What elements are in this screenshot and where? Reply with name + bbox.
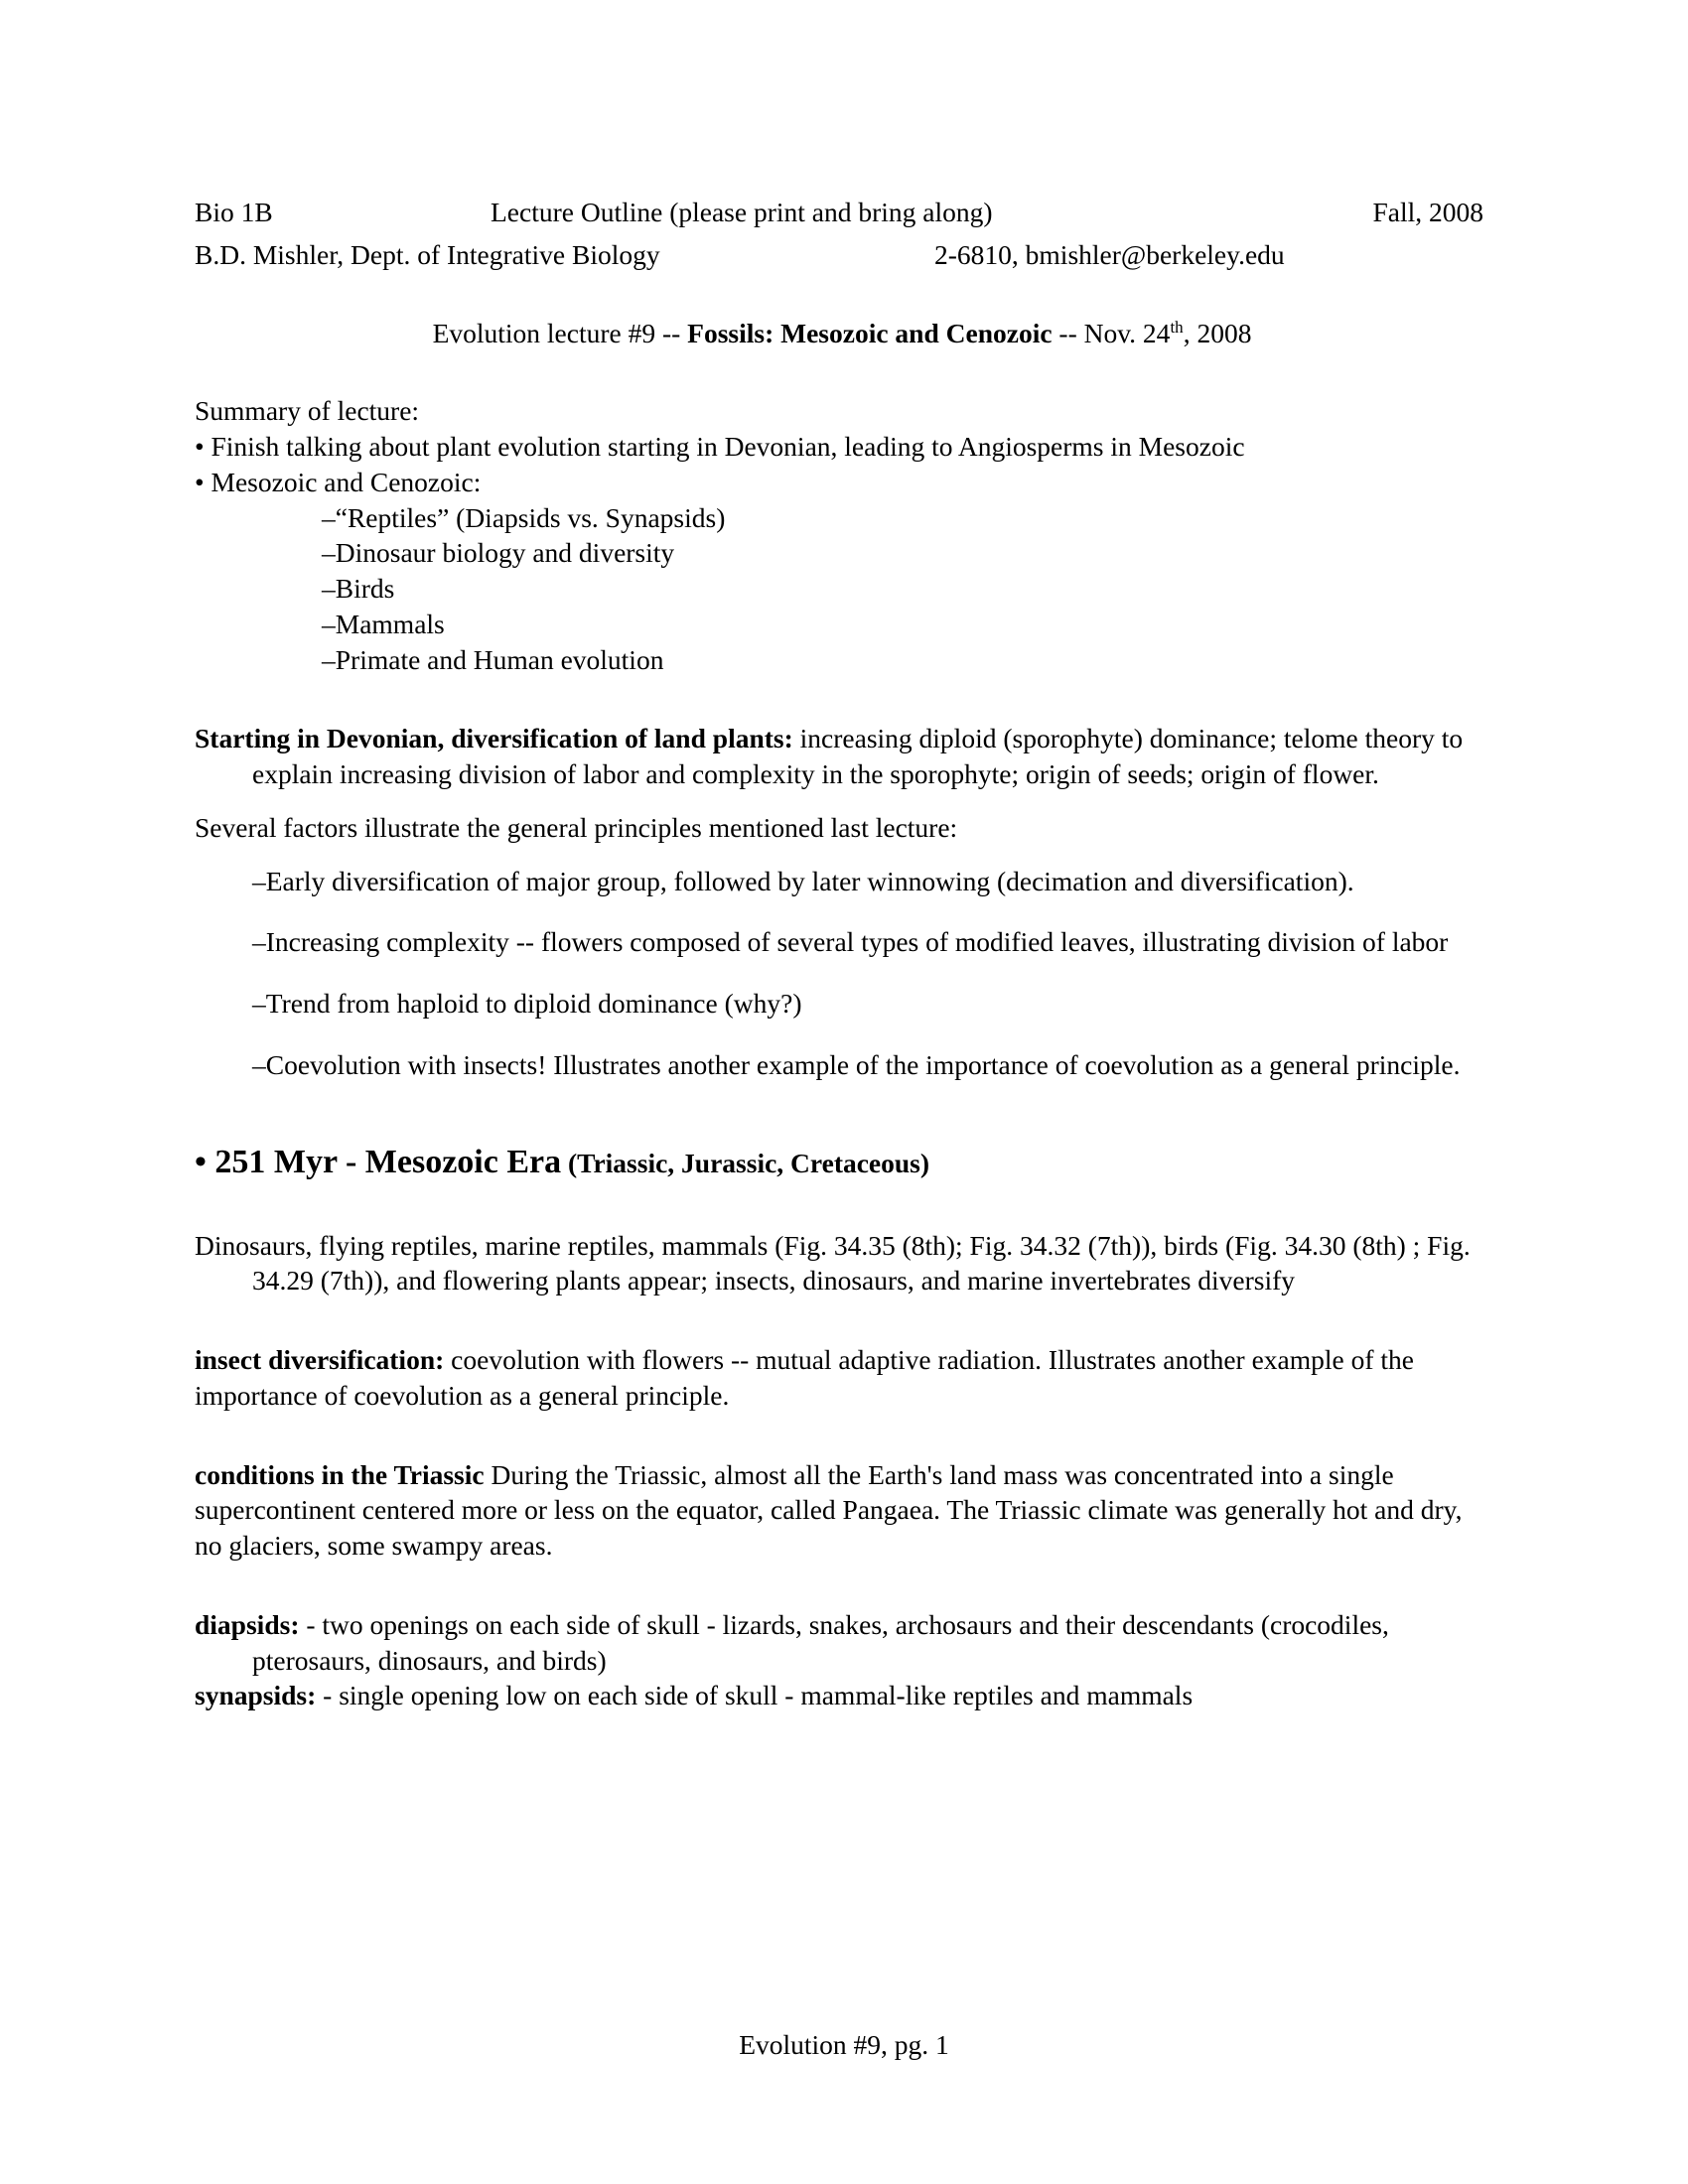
synapsids-body: - single opening low on each side of skull - mammal-like reptiles and mammals bbox=[316, 1680, 1194, 1711]
spacer bbox=[195, 677, 1489, 721]
spacer bbox=[195, 1298, 1489, 1342]
triassic-conditions-paragraph bbox=[195, 1457, 1489, 1564]
factor-item-increasing-complexity: –Increasing complexity -- flowers composed of several types of modified leaves, illustrating division of labor bbox=[252, 926, 1449, 958]
spacer bbox=[195, 1414, 1489, 1457]
term-label: Fall, 2008 bbox=[1372, 197, 1483, 227]
mesozoic-heading-periods: (Triassic, Jurassic, Cretaceous) bbox=[561, 1147, 930, 1178]
devonian-paragraph bbox=[195, 721, 1489, 792]
spacer bbox=[195, 846, 1489, 864]
instructor-contact: 2-6810, bmishler@berkeley.edu bbox=[934, 238, 1285, 270]
summary-subbullet-primates: –Primate and Human evolution bbox=[322, 643, 664, 675]
summary-bullet-1: • Finish talking about plant evolution starting in Devonian, leading to Angiosperms in Mesozoic bbox=[195, 431, 1245, 462]
mesozoic-era-heading bbox=[195, 1141, 1489, 1184]
summary-subbullet-dinosaurs: –Dinosaur biology and diversity bbox=[322, 537, 675, 569]
summary-bullet-2: • Mesozoic and Cenozoic: bbox=[195, 466, 482, 497]
course-code: Bio 1B bbox=[195, 197, 273, 227]
document-body bbox=[195, 195, 1489, 1713]
insect-diversification-paragraph bbox=[195, 1342, 1489, 1414]
spacer bbox=[195, 792, 1489, 810]
document-type: Lecture Outline (please print and bring along) bbox=[491, 197, 993, 227]
summary-subbullet-birds: –Birds bbox=[322, 573, 395, 604]
summary-heading: Summary of lecture: bbox=[195, 395, 420, 427]
triassic-body: During the Triassic, almost all the Earth's land mass was concentrated into a single supercontinent centered more or less on the equator, called Pangaea. The Triassic climate was generally hot and dry, no glaciers, some swampy areas. bbox=[195, 1458, 1463, 1562]
title-suffix-a: -- Nov. 24 bbox=[1052, 317, 1171, 348]
synapsids-lead: synapsids: bbox=[195, 1680, 317, 1711]
title-suffix-b: , 2008 bbox=[1183, 317, 1252, 348]
header-row-course bbox=[195, 195, 1489, 230]
devonian-body: increasing diploid (sporophyte) dominance; telome theory to explain increasing division of labor and complexity in the sporophyte; origin of seeds; origin of flower. bbox=[252, 723, 1464, 789]
triassic-lead: conditions in the Triassic bbox=[195, 1458, 485, 1490]
factor-item-early-diversification: –Early diversification of major group, followed by later winnowing (decimation and diversification). bbox=[252, 865, 1354, 896]
lecture-title bbox=[195, 316, 1489, 351]
page-footer: Evolution #9, pg. 1 bbox=[739, 2029, 949, 2060]
diapsids-paragraph bbox=[195, 1607, 1489, 1679]
insect-body: coevolution with flowers -- mutual adaptive radiation. Illustrates another example of the importance of coevolution as a general principle. bbox=[195, 1344, 1414, 1411]
diapsids-lead: diapsids: bbox=[195, 1608, 300, 1640]
spacer bbox=[195, 1184, 1489, 1228]
insect-lead: insect diversification: bbox=[195, 1344, 445, 1376]
spacer bbox=[195, 1083, 1489, 1141]
factor-item-coevolution-insects: –Coevolution with insects! Illustrates another example of the importance of coevolution as a general principle. bbox=[252, 1048, 1461, 1080]
diapsids-body: - two openings on each side of skull - lizards, snakes, archosaurs and their descendants (crocodiles, pterosaurs, dinosaurs, and birds) bbox=[252, 1608, 1389, 1676]
factor-item-haploid-diploid-trend: –Trend from haploid to diploid dominance (why?) bbox=[252, 988, 802, 1019]
instructor-name: B.D. Mishler, Dept. of Integrative Biology bbox=[195, 238, 660, 270]
mesozoic-heading-main: • 251 Myr - Mesozoic Era bbox=[195, 1143, 562, 1180]
factors-intro: Several factors illustrate the general principles mentioned last lecture: bbox=[195, 811, 958, 843]
title-ordinal-superscript: th bbox=[1170, 317, 1184, 337]
header-row-instructor bbox=[195, 237, 1489, 273]
title-bold: Fossils: Mesozoic and Cenozoic bbox=[687, 317, 1053, 348]
mesozoic-paragraph: Dinosaurs, flying reptiles, marine reptiles, mammals (Fig. 34.35 (8th); Fig. 34.32 (7th)), birds (Fig. 34.30 (8th) ; Fig. 34.29 (7th)), and flowering plants appear; insects, dinosaurs, and marine invertebrates diversify bbox=[195, 1229, 1471, 1297]
title-prefix: Evolution lecture #9 -- bbox=[432, 317, 688, 348]
summary-subbullet-reptiles: –“Reptiles” (Diapsids vs. Synapsids) bbox=[322, 501, 726, 533]
spacer bbox=[195, 1564, 1489, 1607]
summary-subbullet-mammals: –Mammals bbox=[322, 608, 445, 639]
synapsids-paragraph bbox=[195, 1678, 1489, 1713]
devonian-lead: Starting in Devonian, diversification of land plants: bbox=[195, 723, 793, 754]
